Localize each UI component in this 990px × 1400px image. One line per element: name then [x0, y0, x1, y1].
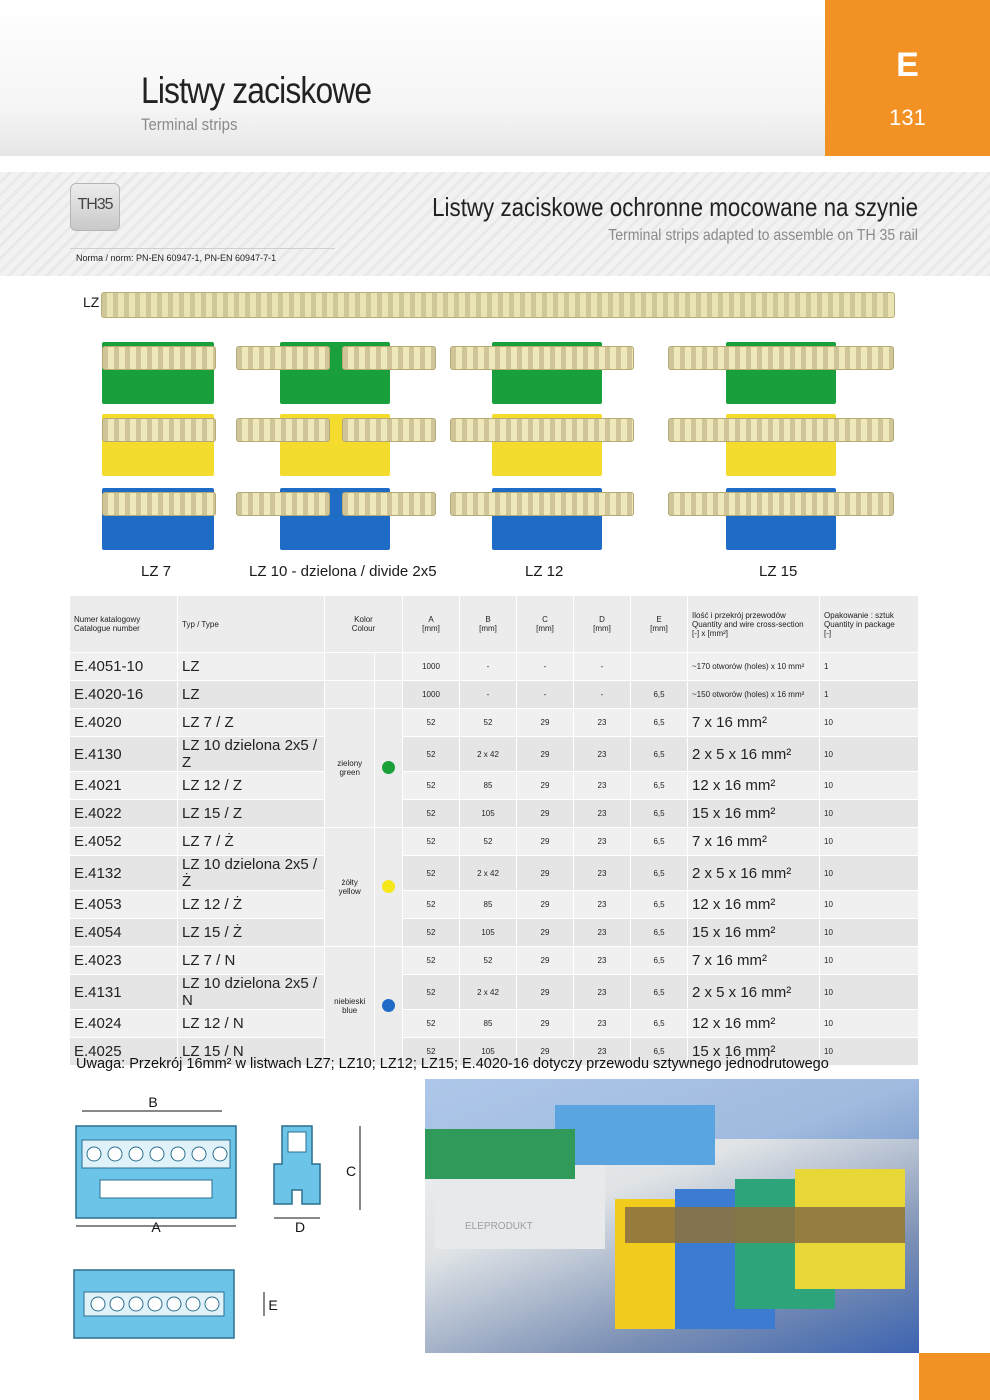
cell-type: LZ 7 / Z [178, 709, 325, 737]
cell-c: 29 [517, 709, 574, 737]
header-e-text: E [mm] [650, 615, 668, 633]
cell-b: - [460, 681, 517, 709]
cell-package: 10 [820, 800, 919, 828]
cell-quantity: 12 x 16 mm² [688, 772, 820, 800]
table-row [70, 975, 919, 1010]
cell-quantity: ~150 otworów (holes) x 16 mm² [688, 681, 820, 709]
cell-catalogue: E.4053 [70, 891, 178, 919]
cell-colour [325, 653, 375, 681]
cell-type: LZ [178, 653, 325, 681]
cell-colour-dot [375, 709, 403, 828]
cell-c: - [517, 681, 574, 709]
cell-e: 6,5 [631, 856, 688, 891]
cell-package: 10 [820, 828, 919, 856]
header-e [631, 596, 688, 653]
cell-catalogue: E.4023 [70, 947, 178, 975]
cell-package: 10 [820, 737, 919, 772]
cell-type: LZ 10 dzielona 2x5 / Z [178, 737, 325, 772]
cell-package: 10 [820, 975, 919, 1010]
terminal-bar [236, 492, 330, 516]
note-text: Uwaga: Przekrój 16mm² w listwach LZ7; LZ10; LZ12; LZ15; E.4020-16 dotyczy przewodu sztywnego jednodrutowego [76, 1056, 829, 1072]
cell-quantity: 12 x 16 mm² [688, 1010, 820, 1038]
front-view-slot [100, 1180, 212, 1198]
colour-dot [382, 761, 395, 774]
cell-e: 6,5 [631, 1038, 688, 1066]
cell-package: 10 [820, 891, 919, 919]
cell-type: LZ 7 / Ż [178, 828, 325, 856]
photo-blue-block [555, 1105, 715, 1165]
terminal-bar [668, 418, 894, 442]
cell-c: 29 [517, 800, 574, 828]
table-header [70, 596, 919, 653]
cell-c: 29 [517, 919, 574, 947]
cell-type: LZ 12 / Z [178, 772, 325, 800]
cell-type: LZ 10 dzielona 2x5 / N [178, 975, 325, 1010]
screw-icon [148, 1297, 162, 1311]
cell-quantity: 7 x 16 mm² [688, 947, 820, 975]
cell-colour-dot [375, 828, 403, 947]
cell-catalogue: E.4054 [70, 919, 178, 947]
screw-icon [129, 1147, 143, 1161]
cell-package: 10 [820, 919, 919, 947]
cell-a: 52 [403, 947, 460, 975]
cell-e: 6,5 [631, 975, 688, 1010]
cell-b: 2 x 42 [460, 737, 517, 772]
divider [70, 248, 335, 249]
cell-quantity: 2 x 5 x 16 mm² [688, 856, 820, 891]
cell-a: 52 [403, 772, 460, 800]
cell-e: 6,5 [631, 947, 688, 975]
cell-b: 52 [460, 947, 517, 975]
screw-icon [213, 1147, 227, 1161]
header-d [574, 596, 631, 653]
cell-type: LZ 12 / N [178, 1010, 325, 1038]
page-number: 131 [889, 105, 926, 130]
screw-icon [171, 1147, 185, 1161]
photo-brass-bars [625, 1207, 905, 1243]
accent-bar [919, 1353, 990, 1400]
table-row [70, 800, 919, 828]
terminal-bar [342, 418, 436, 442]
cell-c: 29 [517, 856, 574, 891]
cell-quantity: 2 x 5 x 16 mm² [688, 975, 820, 1010]
cell-b: 105 [460, 919, 517, 947]
dim-label-c: C [345, 1163, 357, 1179]
table-row [70, 772, 919, 800]
table-row [70, 653, 919, 681]
cell-catalogue: E.4132 [70, 856, 178, 891]
caption-lz15: LZ 15 [759, 563, 798, 580]
cell-package: 10 [820, 1010, 919, 1038]
header-b-text: B [mm] [479, 615, 497, 633]
lz-long-strip-image [101, 292, 895, 318]
cell-b: 2 x 42 [460, 856, 517, 891]
header-a-text: A [mm] [422, 615, 440, 633]
cell-d: 23 [574, 947, 631, 975]
cell-a: 52 [403, 828, 460, 856]
cell-package: 10 [820, 772, 919, 800]
cell-a: 52 [403, 856, 460, 891]
cell-d: 23 [574, 1038, 631, 1066]
cell-a: 52 [403, 709, 460, 737]
screw-icon [192, 1147, 206, 1161]
cell-c: 29 [517, 828, 574, 856]
cell-package: 10 [820, 709, 919, 737]
cell-d: 23 [574, 800, 631, 828]
cell-d: 23 [574, 919, 631, 947]
table-row [70, 919, 919, 947]
table-row [70, 856, 919, 891]
table-row [70, 947, 919, 975]
cell-c: 29 [517, 772, 574, 800]
table-row [70, 828, 919, 856]
header-d-text: D [mm] [593, 615, 611, 633]
cell-type: LZ 15 / Z [178, 800, 325, 828]
header-type-text: Typ / Type [182, 619, 219, 629]
dim-label-d: D [294, 1219, 306, 1235]
cell-a: 1000 [403, 681, 460, 709]
section-title: Listwy zaciskowe ochronne mocowane na szynie [432, 192, 918, 222]
cell-quantity: 15 x 16 mm² [688, 1038, 820, 1066]
header-type [178, 596, 325, 653]
header-a [403, 596, 460, 653]
cell-d: 23 [574, 891, 631, 919]
header-holes-text: Ilość i przekrój przewodów Quantity and wire cross-section [-] x [mm²] [692, 610, 804, 638]
terminal-bar [236, 346, 330, 370]
header-c-text: C [mm] [536, 615, 554, 633]
cell-catalogue: E.4021 [70, 772, 178, 800]
header-colour [325, 596, 403, 653]
header-colour-text: Kolor Colour [351, 615, 376, 633]
cell-colour-label: żółty yellow [325, 828, 375, 947]
terminal-bar [342, 492, 436, 516]
cell-b: 52 [460, 709, 517, 737]
cell-d: 23 [574, 856, 631, 891]
cell-b: 85 [460, 772, 517, 800]
spec-table [70, 596, 919, 1066]
cell-catalogue: E.4051-10 [70, 653, 178, 681]
cell-d: - [574, 653, 631, 681]
cell-e: 6,5 [631, 828, 688, 856]
cell-quantity: 2 x 5 x 16 mm² [688, 737, 820, 772]
cell-a: 52 [403, 1038, 460, 1066]
cell-d: 23 [574, 975, 631, 1010]
cell-package: 1 [820, 681, 919, 709]
cell-quantity: 12 x 16 mm² [688, 891, 820, 919]
cell-c: 29 [517, 1010, 574, 1038]
cell-quantity: 7 x 16 mm² [688, 709, 820, 737]
cell-d: 23 [574, 828, 631, 856]
terminal-bar [102, 346, 216, 370]
cell-a: 52 [403, 919, 460, 947]
dim-label-a: A [151, 1219, 161, 1235]
cell-b: 52 [460, 828, 517, 856]
section-subtitle: Terminal strips adapted to assemble on TH 35 rail [608, 227, 918, 244]
cell-type: LZ 15 / N [178, 1038, 325, 1066]
cell-b: 2 x 42 [460, 975, 517, 1010]
cell-d: 23 [574, 709, 631, 737]
screw-icon [167, 1297, 181, 1311]
cell-d: 23 [574, 1010, 631, 1038]
colour-dot [382, 999, 395, 1012]
screw-icon [129, 1297, 143, 1311]
cell-e: 6,5 [631, 737, 688, 772]
cell-catalogue: E.4022 [70, 800, 178, 828]
terminal-bar [668, 492, 894, 516]
cell-c: - [517, 653, 574, 681]
cell-a: 52 [403, 737, 460, 772]
product-photo [425, 1079, 919, 1353]
cell-c: 29 [517, 891, 574, 919]
screw-icon [186, 1297, 200, 1311]
cell-catalogue: E.4025 [70, 1038, 178, 1066]
header-pack-text: Opakowanie : sztuk Quantity in package [-] [824, 610, 895, 638]
cell-type: LZ 12 / Ż [178, 891, 325, 919]
page-subtitle: Terminal strips [141, 115, 238, 134]
cell-d: 23 [574, 737, 631, 772]
table-row [70, 891, 919, 919]
cell-quantity: ~170 otworów (holes) x 10 mm² [688, 653, 820, 681]
table-row [70, 1010, 919, 1038]
side-view-window [288, 1132, 306, 1152]
cell-catalogue: E.4131 [70, 975, 178, 1010]
norm-text: Norma / norm: PN-EN 60947-1, PN-EN 60947-7-1 [76, 253, 277, 263]
cell-c: 29 [517, 947, 574, 975]
cell-quantity: 15 x 16 mm² [688, 800, 820, 828]
cell-c: 29 [517, 1038, 574, 1066]
cell-catalogue: E.4020 [70, 709, 178, 737]
cell-catalogue: E.4130 [70, 737, 178, 772]
cell-colour-label: zielony green [325, 709, 375, 828]
colour-dot [382, 880, 395, 893]
terminal-bar [450, 492, 634, 516]
screw-icon [110, 1297, 124, 1311]
cell-e: 6,5 [631, 709, 688, 737]
cell-package: 10 [820, 1038, 919, 1066]
terminal-bar [450, 346, 634, 370]
caption-lz7: LZ 7 [141, 563, 172, 580]
table-row [70, 709, 919, 737]
cell-c: 29 [517, 975, 574, 1010]
cell-a: 52 [403, 975, 460, 1010]
header-holes [688, 596, 820, 653]
dim-label-b: B [148, 1094, 158, 1110]
cell-type: LZ [178, 681, 325, 709]
lz-label: LZ [83, 294, 100, 310]
cell-colour-dot [375, 681, 403, 709]
cell-a: 52 [403, 1010, 460, 1038]
photo-brand: ELEPRODUKT [465, 1221, 533, 1232]
table-row [70, 681, 919, 709]
cell-type: LZ 10 dzielona 2x5 / Ż [178, 856, 325, 891]
screw-icon [91, 1297, 105, 1311]
screw-icon [108, 1147, 122, 1161]
cell-catalogue: E.4024 [70, 1010, 178, 1038]
terminal-bar [342, 346, 436, 370]
cell-b: - [460, 653, 517, 681]
terminal-bar [102, 492, 216, 516]
cell-colour [325, 681, 375, 709]
caption-lz10: LZ 10 - dzielona / divide 2x5 [249, 563, 437, 580]
cell-package: 10 [820, 856, 919, 891]
cell-d: 23 [574, 772, 631, 800]
header-b [460, 596, 517, 653]
cell-a: 52 [403, 891, 460, 919]
cell-quantity: 15 x 16 mm² [688, 919, 820, 947]
cell-a: 52 [403, 800, 460, 828]
cell-catalogue: E.4020-16 [70, 681, 178, 709]
terminal-bar [450, 418, 634, 442]
terminal-bar [102, 418, 216, 442]
cell-type: LZ 15 / Ż [178, 919, 325, 947]
cell-d: - [574, 681, 631, 709]
cell-e [631, 653, 688, 681]
cell-e: 6,5 [631, 681, 688, 709]
section-tab [825, 0, 990, 156]
header-c [517, 596, 574, 653]
dim-label-e: E [268, 1297, 278, 1313]
cell-e: 6,5 [631, 772, 688, 800]
section-letter: E [896, 46, 919, 84]
cell-e: 6,5 [631, 1010, 688, 1038]
cell-package: 10 [820, 947, 919, 975]
cell-e: 6,5 [631, 800, 688, 828]
cell-e: 6,5 [631, 891, 688, 919]
screw-icon [87, 1147, 101, 1161]
cell-package: 1 [820, 653, 919, 681]
terminal-bar [668, 346, 894, 370]
header-catalogue-text: Numer katalogowy Catalogue number [74, 615, 141, 633]
screw-icon [150, 1147, 164, 1161]
cell-c: 29 [517, 737, 574, 772]
product-photo-illustration [425, 1079, 919, 1353]
photo-green-block [425, 1129, 575, 1179]
cell-a: 1000 [403, 653, 460, 681]
header-catalogue [70, 596, 178, 653]
cell-colour-label: niebieski blue [325, 947, 375, 1066]
cell-colour-dot [375, 653, 403, 681]
caption-lz12: LZ 12 [525, 563, 564, 580]
table-row [70, 737, 919, 772]
cell-quantity: 7 x 16 mm² [688, 828, 820, 856]
th35-badge: TH35 [70, 183, 120, 231]
screw-icon [205, 1297, 219, 1311]
cell-b: 85 [460, 1010, 517, 1038]
cell-catalogue: E.4052 [70, 828, 178, 856]
cell-colour-dot [375, 947, 403, 1066]
cell-b: 85 [460, 891, 517, 919]
cell-type: LZ 7 / N [178, 947, 325, 975]
terminal-bar [236, 418, 330, 442]
cell-e: 6,5 [631, 919, 688, 947]
cell-b: 105 [460, 1038, 517, 1066]
header-pack [820, 596, 919, 653]
cell-b: 105 [460, 800, 517, 828]
page-title: Listwy zaciskowe [141, 70, 372, 111]
dimension-diagram [70, 1086, 370, 1356]
